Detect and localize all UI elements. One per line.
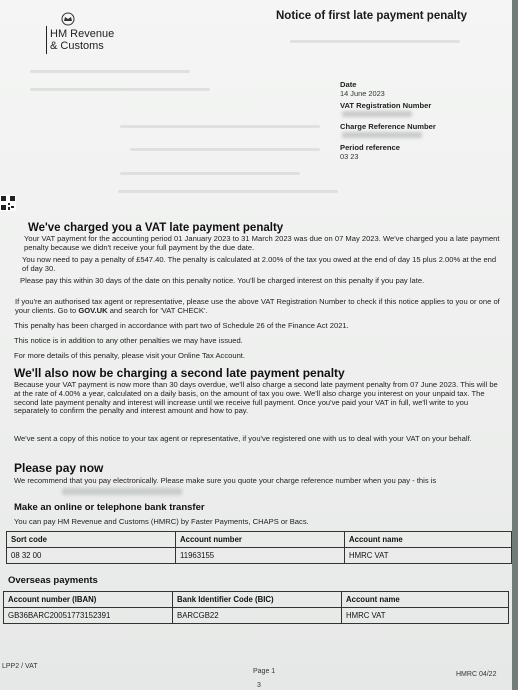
agent-text-end: and search for 'VAT CHECK'. [107,305,208,315]
agent-paragraph [15,298,501,316]
bank-transfer-heading: Make an online or telephone bank transfer [14,502,205,513]
penalty-paragraph-1: Your VAT payment for the accounting period 01 January 2023 to 31 March 2023 was due on 07 May 2023. We've charged you a late payment penalty because we didn't receive your full payment by the due date. [24,234,500,252]
second-penalty-paragraph: Because your VAT payment is now more than 30 days overdue, we'll also charge a second late payment penalty from 07 June 2023. This will be at the rate of 4.00% a year, calculated on a daily basis, on the amount of tax you owe. We'll also charge you interest on your unpaid tax. The second late payment penalty and interest will increase until we receive full payment. Once you've paid your VAT in full, we'll write to you separately to confirm the penalty and interest amount and how to pay. [14,380,498,416]
bleed-through-line [30,88,210,91]
copy-sent-paragraph: We've sent a copy of this notice to your tax agent or representative, if you've registered one with us to deal with your VAT on your behalf. [14,434,472,443]
pay-electronically-paragraph: We recommend that you pay electronically. Please make sure you quote your charge reference number when you pay - this is [14,476,437,485]
crown-crest-icon [60,12,76,26]
form-version: HMRC 04/22 [456,671,497,678]
qr-code-icon [0,195,16,211]
iban-header: Account number (IBAN) [4,592,173,608]
hmrc-logo [50,28,114,52]
vat-registration-label: VAT Registration Number [340,101,432,110]
account-number-header: Account number [176,532,345,548]
date-value: 14 June 2023 [340,89,385,98]
bleed-through-line [130,148,320,151]
payment-methods-paragraph: You can pay HM Revenue and Customs (HMRC) by Faster Payments, CHAPS or Bacs. [14,517,309,526]
overseas-account-name-header: Account name [342,592,509,608]
charge-reference-label: Charge Reference Number [340,122,436,131]
bleed-through-line [120,125,320,128]
agent-text-start: If you're an authorised tax agent or representative, please use the above VAT Registration Number to check if this notice applies to you or one of your clients. Go to [15,297,500,315]
pay-within-paragraph: Please pay this within 30 days of the date on this penalty notice. You'll be charged interest on this penalty if you pay late. [20,276,425,285]
penalty-amount-paragraph: You now need to pay a penalty of £547.40. The penalty is calculated at 2.00% of the tax you owed at the end of day 15 plus 2.00% at the end of day 30. [22,255,497,273]
please-pay-heading: Please pay now [14,461,104,475]
sort-code-value: 08 32 00 [7,548,176,564]
bleed-through-line [290,40,460,43]
schedule-paragraph: This penalty has been charged in accordance with part two of Schedule 26 of the Finance Act 2021. [14,321,349,330]
bic-header: Bank Identifier Code (BIC) [173,592,342,608]
gov-uk-link[interactable]: GOV.UK [78,305,108,315]
form-code: LPP2 / VAT [2,663,38,670]
online-account-paragraph: For more details of this penalty, please visit your Online Tax Account. [14,351,246,360]
penalty-heading: We've charged you a VAT late payment penalty [28,222,284,234]
table-header-row [7,532,512,548]
page-label: Page 1 [253,668,276,675]
bleed-through-line [120,172,300,175]
logo-line-2: & Customs [50,40,104,52]
bleed-through-line [30,70,190,73]
date-label: Date [340,80,357,89]
second-penalty-heading: We'll also now be charging a second late payment penalty [14,366,345,380]
overseas-heading: Overseas payments [8,575,98,586]
redacted-vat-number [342,111,412,117]
table-header-row [4,592,509,608]
notice-title: Notice of first late payment penalty [276,10,468,22]
uk-bank-details-table [6,531,512,564]
page-number: 3 [257,682,261,689]
table-row [4,608,509,624]
account-name-value: HMRC VAT [345,548,512,564]
overseas-bank-details-table [3,591,509,624]
account-number-value: 11963155 [176,548,345,564]
iban-value: GB36BARC20051773152391 [4,608,173,624]
bleed-through-line [118,190,338,193]
logo-line-1: HM Revenue [50,28,115,40]
redacted-charge-reference [342,132,422,138]
bic-value: BARCGB22 [173,608,342,624]
overseas-account-name-value: HMRC VAT [342,608,509,624]
sort-code-header: Sort code [7,532,176,548]
redacted-reference-number [62,488,182,495]
account-name-header: Account name [345,532,512,548]
period-reference-value: 03 23 [340,152,359,161]
logo-rule [46,26,47,54]
additional-penalties-paragraph: This notice is in addition to any other penalties we may have issued. [14,336,243,345]
period-reference-label: Period reference [340,143,400,152]
table-row [7,548,512,564]
